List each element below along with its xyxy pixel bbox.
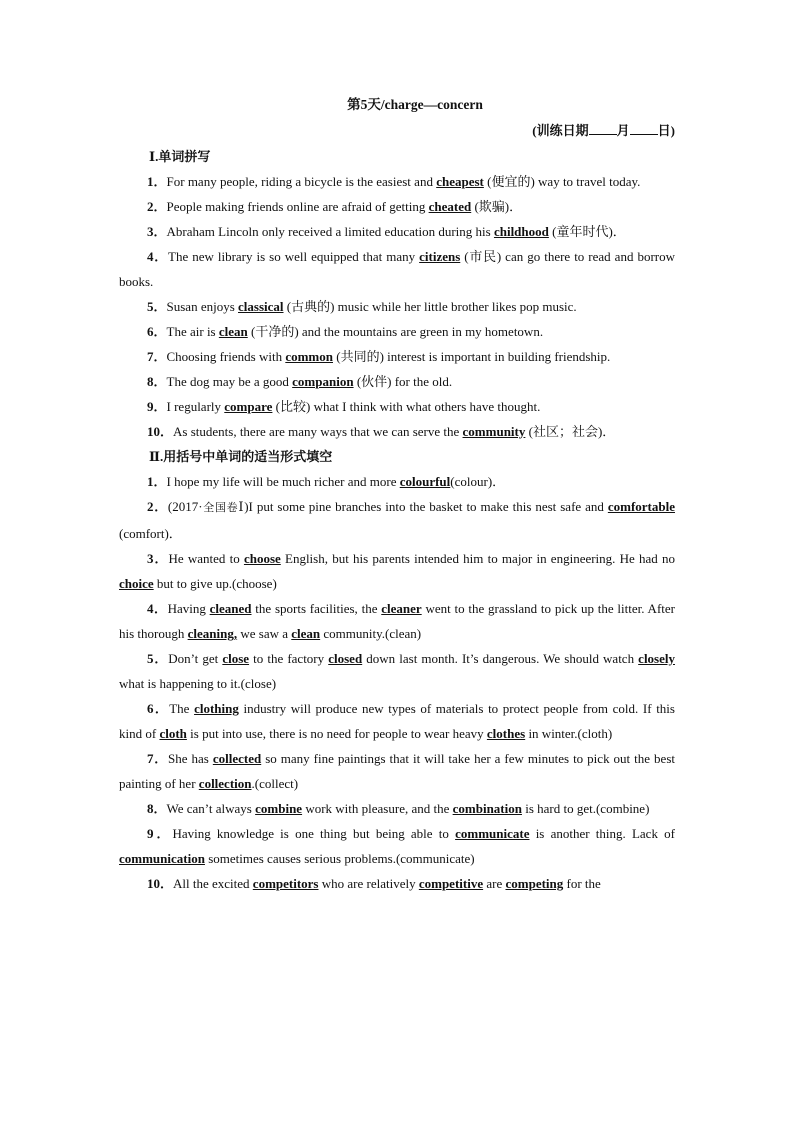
answer-word: citizens <box>419 249 461 264</box>
item-text: is another thing. Lack of <box>529 826 675 841</box>
exercise-item <box>119 696 675 746</box>
answer-word: companion <box>292 374 354 389</box>
answer-word: choice <box>119 576 154 591</box>
item-text: The <box>169 701 195 716</box>
answer-word: clean <box>291 626 321 641</box>
item-text: for the <box>563 876 601 891</box>
item-text: work with pleasure, and the <box>302 801 453 816</box>
exercise-item <box>119 194 675 219</box>
item-number: 3． <box>147 224 167 239</box>
item-number: 7． <box>147 349 167 364</box>
item-number: 5． <box>147 651 169 666</box>
section-heading-spelling: Ⅰ.单词拼写 <box>149 149 211 164</box>
item-text: (童年时代)． <box>548 224 626 239</box>
item-number: 8． <box>147 801 167 816</box>
exercise-item <box>119 821 675 871</box>
item-text: The dog may be a good <box>166 374 293 389</box>
item-text: We can’t always <box>166 801 256 816</box>
item-number: 2． <box>147 499 168 514</box>
item-text: what is happening to it.(close) <box>119 676 277 691</box>
item-text: Don’t get <box>168 651 223 666</box>
item-number: 9． <box>147 826 173 841</box>
exercise-item <box>119 871 675 896</box>
exercise-item <box>119 219 675 244</box>
item-text: (社区；社会)． <box>525 424 616 439</box>
item-text: is hard to get.(combine) <box>521 801 650 816</box>
answer-word: collected <box>212 751 262 766</box>
worksheet-page <box>119 92 675 896</box>
item-number: 4． <box>147 601 168 616</box>
item-number: 6． <box>147 324 167 339</box>
item-text: in winter.(cloth) <box>525 726 613 741</box>
item-text: so many fine paintings that it will take her a few minutes to pick out the best painting of her <box>119 751 675 791</box>
item-text: Abraham Lincoln only received a limited education during his <box>166 224 494 239</box>
answer-word: cloth <box>159 726 187 741</box>
exercise-item <box>119 319 675 344</box>
exercise-item <box>119 344 675 369</box>
item-text: (便宜的) way to travel today. <box>483 174 641 189</box>
item-text: Ⅰ)I put some pine branches into the basket to make this nest safe and <box>238 499 608 514</box>
training-date-line <box>119 118 675 144</box>
item-text: (比较) what I think with what others have thought. <box>272 399 541 414</box>
item-text: She has <box>168 751 213 766</box>
exercise-item <box>119 596 675 646</box>
item-text: English, but his parents intended him to major in engineering. He had no <box>280 551 676 566</box>
exercise-item <box>119 369 675 394</box>
answer-word: clothes <box>486 726 526 741</box>
item-text: (古典的) music while her little brother likes pop music. <box>283 299 577 314</box>
item-text: are <box>483 876 506 891</box>
answer-word: cleaner <box>381 601 422 616</box>
day-label: 日) <box>657 123 675 138</box>
exercise-item <box>119 796 675 821</box>
item-text: All the excited <box>173 876 253 891</box>
answer-word: choose <box>243 551 281 566</box>
item-text: we saw a <box>237 626 292 641</box>
item-text: to the factory <box>249 651 329 666</box>
answer-word: competing <box>505 876 564 891</box>
exercise-item <box>119 746 675 796</box>
answer-word: competitors <box>252 876 319 891</box>
exercise-item <box>119 169 675 194</box>
page-title: 第5天/charge—concern <box>347 97 483 112</box>
item-text: Having <box>167 601 210 616</box>
exercise-item <box>119 419 675 444</box>
item-text: I hope my life will be much richer and more <box>166 474 400 489</box>
item-text: He wanted to <box>168 551 244 566</box>
item-text: sometimes causes serious problems.(communicate) <box>204 851 475 866</box>
item-text: As students, there are many ways that we can serve the <box>173 424 463 439</box>
item-text: (市民) can go there to read and borrow books. <box>119 249 675 289</box>
answer-word: communicate <box>455 826 530 841</box>
exercise-item <box>119 494 675 546</box>
item-text: Having knowledge is one thing but being able to <box>172 826 456 841</box>
item-number: 2． <box>147 199 167 214</box>
item-number: 5． <box>147 299 167 314</box>
answer-word: cleaned <box>209 601 252 616</box>
answer-word: cheapest <box>436 174 484 189</box>
item-number: 9． <box>147 399 167 414</box>
answer-word: colourful <box>399 474 451 489</box>
item-number: 10． <box>147 424 174 439</box>
item-number: 1． <box>147 174 167 189</box>
item-text: Choosing friends with <box>166 349 286 364</box>
item-text: For many people, riding a bicycle is the easiest and <box>166 174 437 189</box>
date-prefix: (训练日期 <box>532 123 589 138</box>
word-form-items <box>119 469 675 896</box>
answer-word: closely <box>638 651 675 666</box>
item-text: People making friends online are afraid of getting <box>166 199 429 214</box>
exercise-item <box>119 646 675 696</box>
item-text: went to the grassland to pick up the litter. After his thorough <box>119 601 675 641</box>
item-text: The new library is so well equipped that many <box>168 249 420 264</box>
month-blank <box>589 122 617 135</box>
item-text: (欺骗)． <box>471 199 523 214</box>
month-label: 月 <box>616 123 630 138</box>
exercise-item <box>119 394 675 419</box>
item-number: 8． <box>147 374 167 389</box>
answer-word: community <box>462 424 526 439</box>
item-text: who are relatively <box>318 876 419 891</box>
answer-word: collection <box>198 776 252 791</box>
exercise-item <box>119 546 675 596</box>
answer-word: clean <box>218 324 248 339</box>
item-text: community.(clean) <box>320 626 422 641</box>
item-text: Susan enjoys <box>166 299 239 314</box>
section-heading-word-forms: Ⅱ.用括号中单词的适当形式填空 <box>149 449 333 464</box>
item-number: 1． <box>147 474 167 489</box>
item-text: .(collect) <box>251 776 299 791</box>
answer-word: communication <box>119 851 205 866</box>
item-text: but to give up.(choose) <box>153 576 277 591</box>
source-tag: 全国卷 <box>202 502 239 514</box>
item-number: 7． <box>147 751 168 766</box>
answer-word: competitive <box>418 876 484 891</box>
item-text: is put into use, there is no need for people to wear heavy <box>186 726 487 741</box>
answer-word: clothing <box>194 701 239 716</box>
answer-word: childhood <box>493 224 549 239</box>
answer-word: cheated <box>428 199 472 214</box>
item-number: 6． <box>147 701 170 716</box>
answer-word: comfortable <box>607 499 675 514</box>
item-text: down last month. It’s dangerous. We should watch <box>362 651 639 666</box>
spelling-items <box>119 169 675 444</box>
answer-word: close <box>222 651 250 666</box>
item-text: (colour)． <box>450 474 506 489</box>
item-text: the sports facilities, the <box>251 601 382 616</box>
item-number: 4． <box>147 249 168 264</box>
item-text: (2017· <box>167 499 203 514</box>
answer-word: classical <box>238 299 284 314</box>
answer-word: combine <box>255 801 303 816</box>
item-number: 3． <box>147 551 169 566</box>
item-text: (干净的) and the mountains are green in my hometown. <box>247 324 544 339</box>
item-text: industry will produce new types of materials to protect people from cold. If this kind of <box>119 701 675 741</box>
answer-word: compare <box>224 399 273 414</box>
exercise-item <box>119 469 675 494</box>
exercise-item <box>119 244 675 294</box>
item-text: The air is <box>166 324 219 339</box>
item-text: (伙伴) for the old. <box>353 374 453 389</box>
answer-word: closed <box>328 651 363 666</box>
answer-word: cleaning, <box>187 626 238 641</box>
item-number: 10． <box>147 876 174 891</box>
item-text: (共同的) interest is important in building friendship. <box>333 349 611 364</box>
answer-word: common <box>285 349 333 364</box>
item-text: (comfort)． <box>119 526 182 541</box>
day-blank <box>630 122 658 135</box>
answer-word: combination <box>452 801 522 816</box>
item-text: I regularly <box>166 399 225 414</box>
exercise-item <box>119 294 675 319</box>
